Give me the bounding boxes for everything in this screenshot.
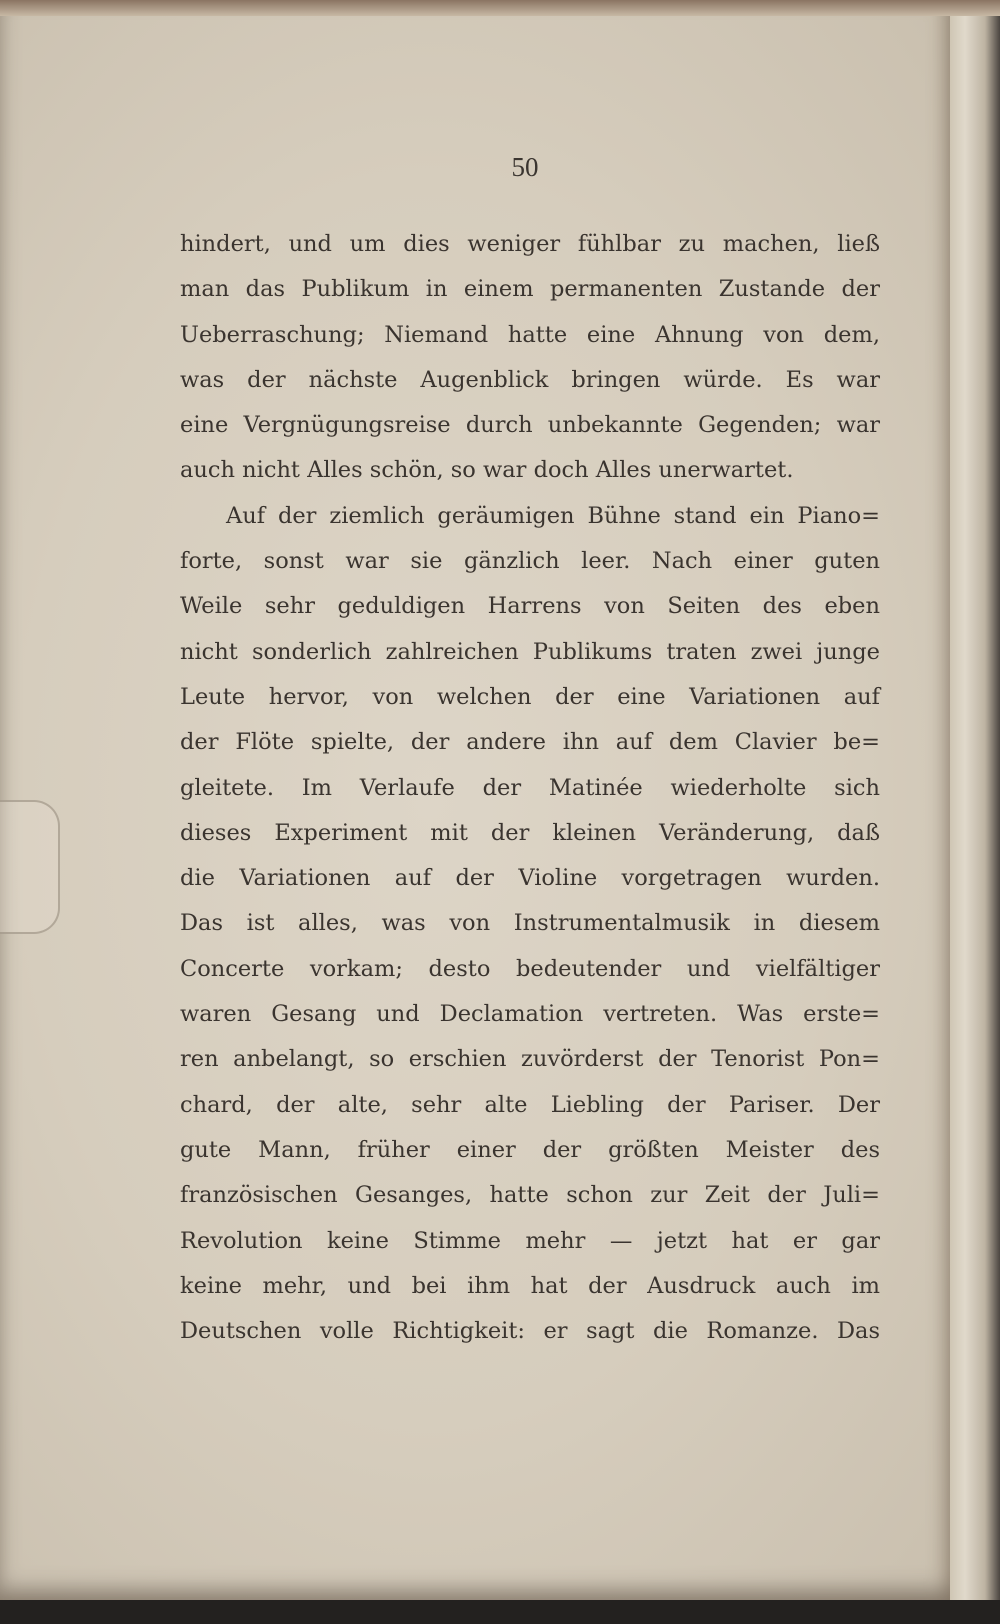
book-top-edge [0, 0, 1000, 16]
page-tab-mark [0, 800, 60, 934]
text-line: nicht sonderlich zahlreichen Publikums traten zwei junge [180, 638, 880, 665]
text-line: eine Vergnügungsreise durch unbekannte Gegenden; war [180, 412, 880, 439]
text-line: keine mehr, und bei ihm hat der Ausdruck auch im [180, 1272, 880, 1299]
book-bottom-edge [0, 1600, 1000, 1624]
text-line: der Flöte spielte, der andere ihn auf dem Clavier be= [180, 729, 880, 756]
page-number: 50 [511, 152, 539, 182]
text-line: Weile sehr geduldigen Harrens von Seiten des eben [180, 593, 880, 620]
body-text [180, 222, 880, 1354]
text-line: Leute hervor, von welchen der eine Variationen auf [180, 683, 880, 710]
text-line: forte, sonst war sie gänzlich leer. Nach einer guten [180, 548, 880, 575]
page-edge [950, 0, 1000, 1600]
text-line: gleitete. Im Verlaufe der Matinée wiederholte sich [180, 774, 880, 801]
text-line: französischen Gesanges, hatte schon zur Zeit der Juli= [180, 1182, 880, 1209]
text-line: die Variationen auf der Violine vorgetragen wurden. [180, 865, 880, 892]
text-line: Auf der ziemlich geräumigen Bühne stand ein Piano= [226, 502, 880, 529]
text-line: Revolution keine Stimme mehr — jetzt hat er gar [180, 1227, 880, 1254]
text-line: waren Gesang und Declamation vertreten. Was erste= [180, 1001, 880, 1028]
text-line: Deutschen volle Richtigkeit: er sagt die Romanze. Das [180, 1318, 880, 1345]
text-line: was der nächste Augenblick bringen würde. Es war [180, 366, 880, 393]
text-line: ren anbelangt, so erschien zuvörderst der Tenorist Pon= [180, 1046, 880, 1073]
text-line: Concerte vorkam; desto bedeutender und vielfältiger [180, 955, 880, 982]
text-line: auch nicht Alles schön, so war doch Alles unerwartet. [180, 457, 794, 484]
text-line: Ueberraschung; Niemand hatte eine Ahnung von dem, [180, 321, 880, 348]
text-line: Das ist alles, was von Instrumentalmusik in diesem [180, 910, 880, 937]
text-line: dieses Experiment mit der kleinen Veränderung, daß [180, 819, 880, 846]
text-line: gute Mann, früher einer der größten Meister des [180, 1136, 880, 1163]
text-line: chard, der alte, sehr alte Liebling der Pariser. Der [180, 1091, 880, 1118]
text-line: hindert, und um dies weniger fühlbar zu machen, ließ [180, 231, 880, 257]
text-line: man das Publikum in einem permanenten Zustande der [180, 276, 880, 303]
